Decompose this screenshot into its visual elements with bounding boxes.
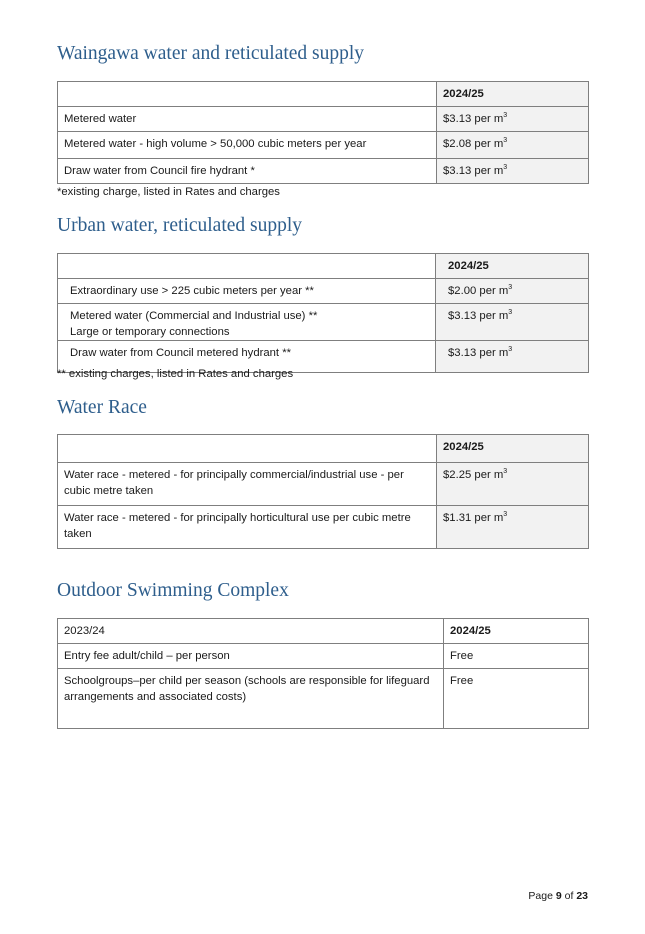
row-label: Extraordinary use > 225 cubic meters per year ** [58,279,436,304]
page-footer: Page 9 of 23 [528,890,588,902]
row-label: Schoolgroups–per child per season (schools are responsible for lifeguard arrangements and associated costs) [58,669,444,729]
header-year-cell: 2024/25 [444,619,589,644]
section-heading-urban: Urban water, reticulated supply [57,215,303,236]
header-prev-year-cell: 2023/24 [58,619,444,644]
table-header-row [58,435,589,463]
table-row [58,279,589,304]
table-row [58,463,589,506]
row-label: Metered water (Commercial and Industrial use) ** Large or temporary connections [58,304,436,341]
header-blank-cell [58,435,437,463]
footnote: ** existing charges, listed in Rates and charges [57,368,294,380]
row-label: Metered water - high volume > 50,000 cubic meters per year [58,132,437,159]
page-total: 23 [576,890,588,902]
table-header-row [58,619,589,644]
table-row [58,107,589,132]
row-price: $3.13 per $m^3$ [437,107,589,132]
header-year-cell: 2024/25 [437,82,589,107]
water-race-table [57,434,589,549]
row-label: Water race - metered - for principally horticultural use per cubic metre taken [58,506,437,549]
row-label: Water race - metered - for principally commercial/industrial use - per cubic metre taken [58,463,437,506]
table-row [58,304,589,341]
row-label: Draw water from Council metered hydrant ** [58,341,436,373]
header-year-cell: 2024/25 [436,254,589,279]
table-row [58,159,589,184]
urban-table [57,253,589,373]
row-price: $3.13 per $m^3$ [437,159,589,184]
waingawa-table [57,81,589,184]
row-price: Free [444,644,589,669]
section-heading-waingawa: Waingawa water and reticulated supply [57,43,365,64]
row-label: Metered water [58,107,437,132]
row-price: $2.00 per $m^3$ [436,279,589,304]
row-label: Draw water from Council fire hydrant * [58,159,437,184]
table-row [58,669,589,729]
page-number: 9 [555,890,562,902]
header-blank-cell [58,254,436,279]
row-price: $3.13 per $m^3$ [436,341,589,373]
header-blank-cell [58,82,437,107]
header-year-cell: 2024/25 [437,435,589,463]
row-price: $2.08 per $m^3$ [437,132,589,159]
section-heading-water-race: Water Race [57,397,147,418]
table-row [58,644,589,669]
row-price: $1.31 per $m^3$ [437,506,589,549]
table-row [58,132,589,159]
section-heading-swimming: Outdoor Swimming Complex [57,580,289,601]
row-price: $3.13 per $m^3$ [436,304,589,341]
swimming-table [57,618,589,729]
table-header-row [58,82,589,107]
footnote: *existing charge, listed in Rates and charges [57,186,280,198]
table-header-row [58,254,589,279]
row-price: Free [444,669,589,729]
row-price: $2.25 per $m^3$ [437,463,589,506]
row-label: Entry fee adult/child – per person [58,644,444,669]
table-row [58,506,589,549]
